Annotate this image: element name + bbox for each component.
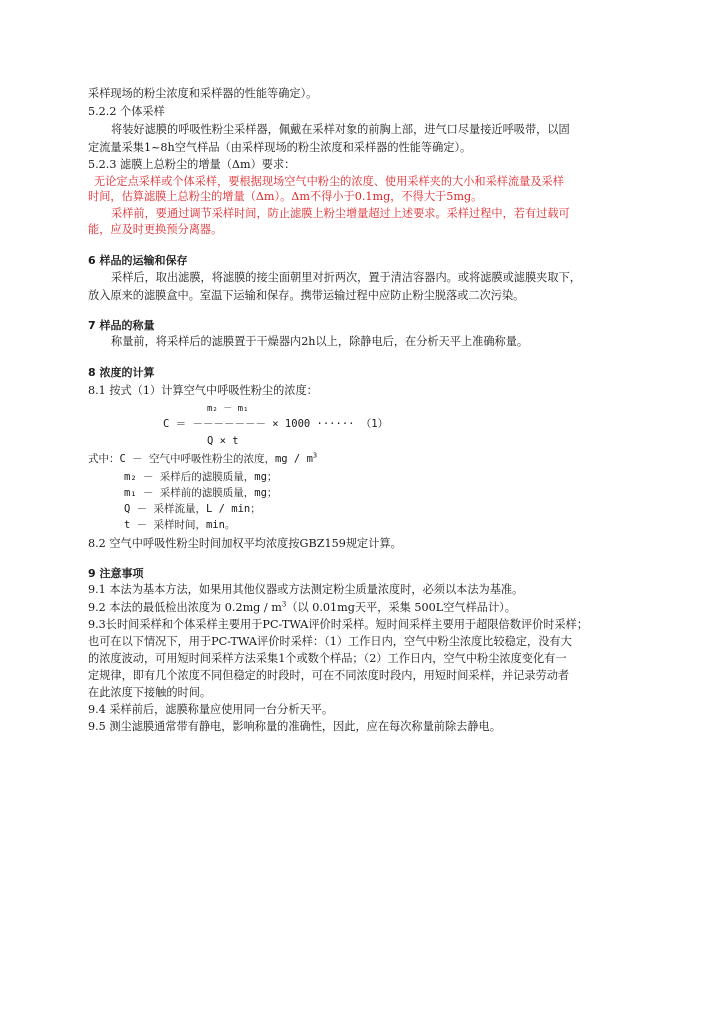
text-line: 称量前，将采样后的滤膜置于干燥器内2h以上，除静电后，在分析天平上准确称量。: [111, 335, 529, 348]
section-heading-9: 9 注意事项: [88, 567, 144, 580]
formula-variable: Q － 采样流量，L / min；: [124, 503, 261, 515]
formula-variable: t － 采样时间，min。: [124, 519, 236, 531]
formula-where: 式中：C － 空气中呼吸性粉尘的浓度，mg / $m^3$: [88, 451, 318, 465]
section-heading-6: 6 样品的运输和保存: [88, 254, 188, 267]
text-line: 采样后，取出滤膜，将滤膜的接尘面朝里对折两次，置于清洁容器内。或将滤膜或滤膜夹取下，: [111, 271, 581, 284]
formula-denominator: Q × t: [207, 435, 239, 447]
text-line: 定流量采集1~8h空气样品（由采样现场的粉尘浓度和采样器的性能等确定）。: [88, 141, 472, 154]
text-line: 8.1 按式（1）计算空气中呼吸性粉尘的浓度：: [88, 384, 318, 397]
highlighted-text-line: 时间，估算滤膜上总粉尘的增量（Δm）。Δm不得小于0.1mg，不得大于5mg。: [88, 190, 483, 203]
text-line: 9.2 本法的最低检出浓度为 $0.2mg / m^3$（以 0.01mg天平，采集 500L空气样品计）。: [88, 600, 516, 614]
formula-numerator: m₂ － m₁: [207, 404, 249, 414]
section-heading-5-2-3: 5.2.3 滤膜上总粉尘的增量（Δm）要求：: [88, 158, 296, 171]
section-heading-7: 7 样品的称量: [88, 319, 155, 332]
text-line: 的浓度波动，可用短时间采样方法采集1个或数个样品；（2）工作日内，空气中粉尘浓度变化有一: [88, 652, 567, 665]
text-line: 9.5 测尘滤膜通常带有静电，影响称量的准确性，因此，应在每次称量前除去静电。: [88, 720, 501, 733]
highlighted-text-line: 能，应及时更换预分离器。: [88, 223, 223, 236]
formula-main: C ＝ －－－－－－－ × 1000 ······ （1）: [163, 418, 389, 430]
text-line: 9.1 本法为基本方法，如果用其他仪器或方法测定粉尘质量浓度时，必须以本法为基准。: [88, 583, 524, 596]
text-line: 放入原来的滤膜盒中。室温下运输和保存。携带运输过程中应防止粉尘脱落或二次污染。: [88, 289, 525, 302]
formula-variable: m₁ － 采样前的滤膜质量，mg；: [124, 487, 278, 499]
text-line: 9.4 采样前后，滤膜称量应使用同一台分析天平。: [88, 703, 334, 716]
text-line: 在此浓度下接触的时间。: [88, 686, 212, 699]
text-line: 采样现场的粉尘浓度和采样器的性能等确定）。: [88, 87, 318, 100]
text-line: 定规律，即有几个浓度不同但稳定的时段时，可在不同浓度时段内，用短时间采样，并记录劳动者: [88, 669, 570, 682]
text-line: 9.3长时间采样和个体采样主要用于PC-TWA评价时采样。短时间采样主要用于超限倍数评价时采样；: [88, 618, 589, 631]
formula-variable: m₂ － 采样后的滤膜质量，mg；: [124, 471, 278, 483]
text-line: 也可在以下情况下，用于PC-TWA评价时采样：（1）工作日内，空气中粉尘浓度比较稳定，没有大: [88, 635, 572, 648]
highlighted-text-line: 无论定点采样或个体采样，要根据现场空气中粉尘的浓度、使用采样夹的大小和采样流量及采样: [94, 175, 564, 188]
text-line: 8.2 空气中呼吸性粉尘时间加权平均浓度按GBZ159规定计算。: [88, 537, 402, 550]
text-line: 将装好滤膜的呼吸性粉尘采样器，佩戴在采样对象的前胸上部，进气口尽量接近呼吸带，以固: [111, 123, 570, 136]
highlighted-text-line: 采样前，要通过调节采样时间，防止滤膜上粉尘增量超过上述要求。采样过程中，若有过载可: [111, 207, 570, 220]
section-heading-8: 8 浓度的计算: [88, 366, 155, 379]
section-heading-5-2-2: 5.2.2 个体采样: [88, 105, 165, 118]
